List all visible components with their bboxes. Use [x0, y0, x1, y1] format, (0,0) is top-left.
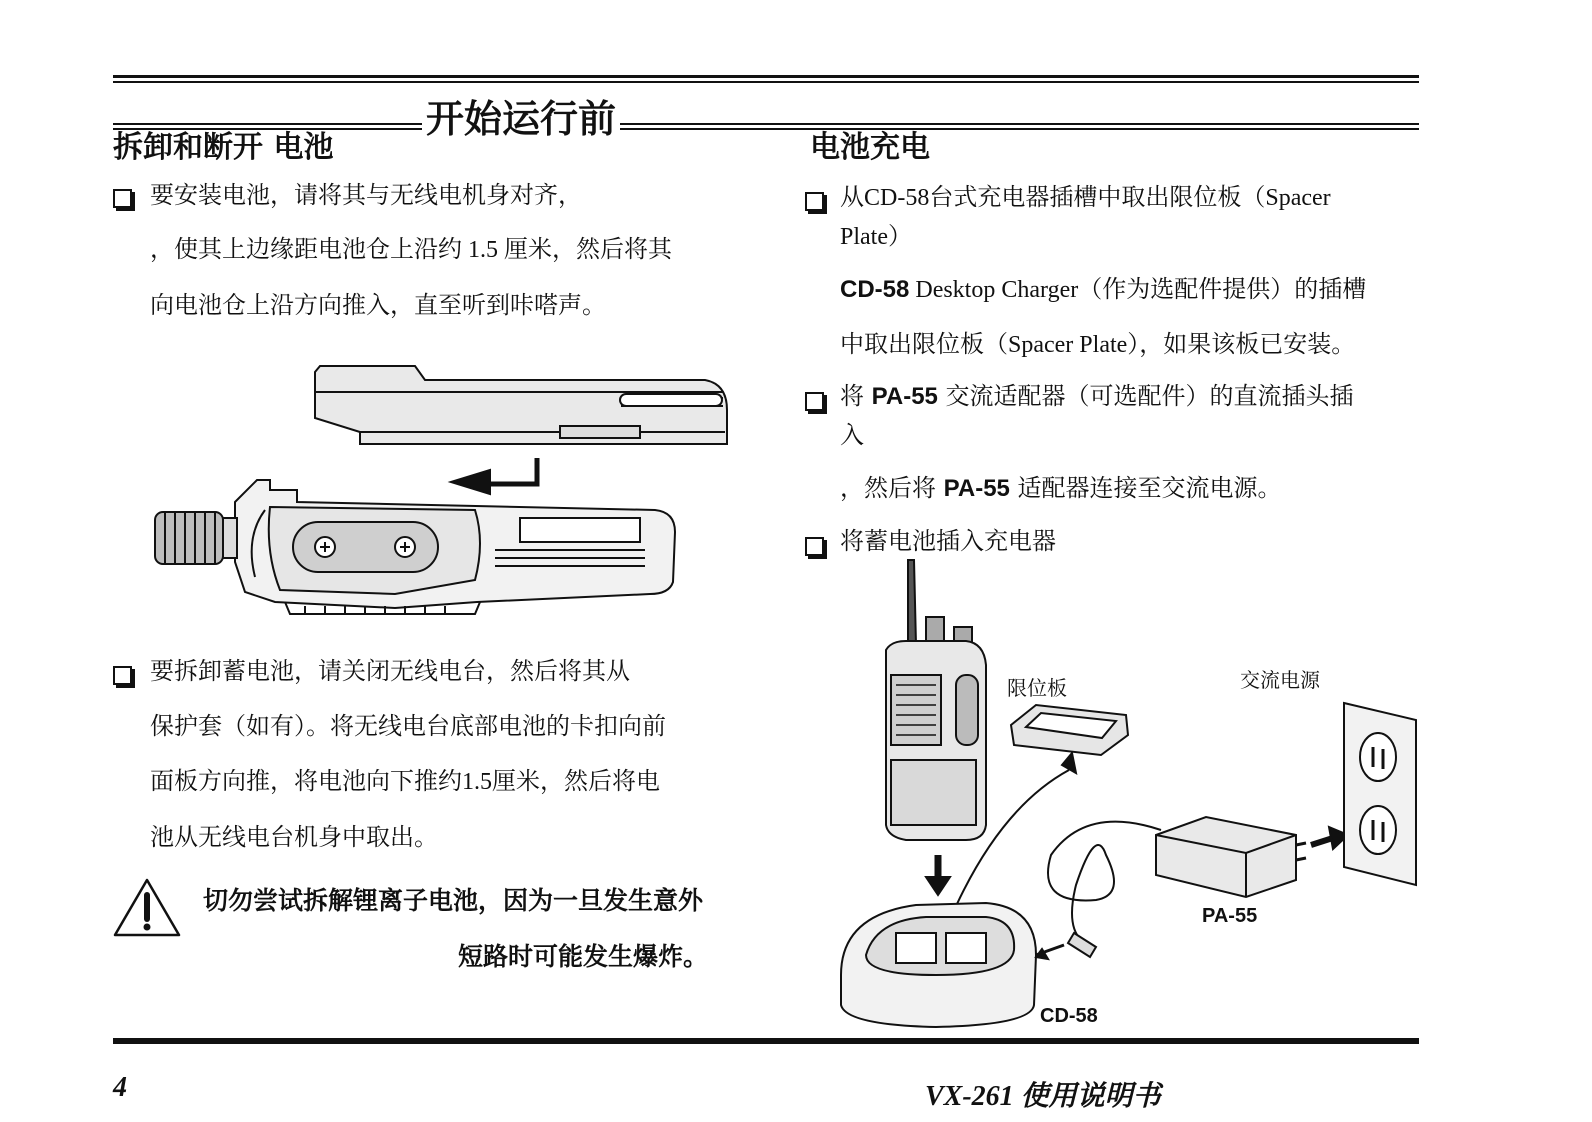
section-title-remove-battery: 拆卸和断开 电池: [113, 130, 334, 165]
warning-line-1: 切勿尝试拆解锂离子电池，因为一旦发生意外: [203, 886, 704, 915]
label-cd58: CD-58: [1040, 1005, 1098, 1027]
checkbox-bullet-icon: [805, 392, 824, 411]
step1-line-1a: 从: [840, 183, 864, 211]
checkbox-bullet-icon: [805, 537, 824, 556]
top-rule-1: [113, 75, 1419, 78]
title-rule-1: [113, 123, 1419, 125]
bullet-install: [113, 181, 133, 211]
step2-line-1a: 将: [840, 382, 872, 410]
install-line-2a: ，使其上边缘距电池仓上沿约: [150, 235, 462, 263]
install-line-2-num: 1.5: [462, 237, 504, 263]
step1-line-3-rest: （作为选配件提供）的插槽: [1078, 275, 1367, 303]
step1-line-3-bold: CD-58: [840, 276, 910, 303]
step2-line-3b: 适配器连接至交流电源。: [1009, 474, 1282, 502]
label-spacer-plate: 限位板: [1007, 676, 1067, 700]
remove-line-4: 池从无线电台机身中取出。: [150, 823, 438, 851]
step2-pa55: PA-55: [871, 383, 938, 410]
label-pa55: PA-55: [1202, 905, 1258, 927]
charging-illustration: [836, 555, 1426, 1035]
step1-line-1: [840, 182, 1331, 213]
label-ac-power: 交流电源: [1240, 668, 1320, 692]
install-line-1: 要安装电池，请将其与无线电机身对齐，: [150, 181, 582, 209]
step1-line-4a: 中取出限位板（: [840, 330, 1008, 358]
bullet-step2: [805, 384, 825, 414]
install-line-2b: 厘米，然后将其: [504, 235, 672, 263]
section-title-charging: 电池充电: [810, 130, 930, 165]
step1-line-4b: Spacer Plate: [1008, 332, 1128, 358]
step1-line-1c: 台式充电器插槽中取出限位板（: [929, 183, 1266, 211]
step2-line-3: [840, 473, 1282, 504]
bottom-rule: [113, 1038, 1419, 1044]
bullet-remove: [113, 658, 133, 688]
top-rule-2: [113, 81, 1419, 83]
warning-line-2: 短路时可能发生爆炸。: [458, 942, 709, 971]
step1-line-3: [840, 274, 1366, 305]
page-title: 开始运行前: [422, 96, 620, 142]
remove-line-1: 要拆卸蓄电池，请关闭无线电台，然后将其从: [150, 657, 630, 685]
step1-line-2: Plate）: [840, 224, 912, 250]
step2-line-1b: 交流适配器（可选配件）的直流插头插: [937, 382, 1354, 410]
step2-line-1: [840, 381, 1354, 412]
remove-line-3a: 面板方向推，将电池向下推约: [150, 767, 462, 795]
step1-spacer: Spacer: [1265, 185, 1331, 211]
step1-model-cd58: CD-58: [864, 185, 930, 211]
step2-line-3-pa55: PA-55: [943, 475, 1010, 502]
step2-line-2: 入: [840, 421, 864, 449]
remove-line-3: [150, 766, 660, 797]
remove-line-2: 保护套（如有）。将无线电台底部电池的卡扣向前: [150, 712, 666, 740]
checkbox-bullet-icon: [113, 666, 132, 685]
install-line-2: [150, 234, 672, 265]
step1-line-3-serif: Desktop Charger: [909, 277, 1079, 303]
step1-line-4: [840, 329, 1355, 360]
step1-line-4c: ），如果该板已安装。: [1127, 330, 1356, 358]
step3-line-1: 将蓄电池插入充电器: [840, 527, 1056, 555]
warning-triangle-icon: [112, 877, 182, 939]
remove-line-3-num: 1.5: [462, 769, 492, 795]
remove-line-3b: 厘米，然后将电: [492, 767, 660, 795]
battery-install-illustration: [145, 362, 735, 624]
install-line-3: 向电池仓上沿方向推入，直至听到咔嗒声。: [150, 291, 606, 319]
page-number: 4: [113, 1072, 127, 1103]
step2-line-3a: ，然后将: [840, 474, 944, 502]
checkbox-bullet-icon: [113, 189, 132, 208]
bullet-step3: [805, 529, 825, 559]
footer-manual-title: VX-261 使用说明书: [925, 1081, 1161, 1112]
checkbox-bullet-icon: [805, 192, 824, 211]
bullet-step1: [805, 184, 825, 214]
